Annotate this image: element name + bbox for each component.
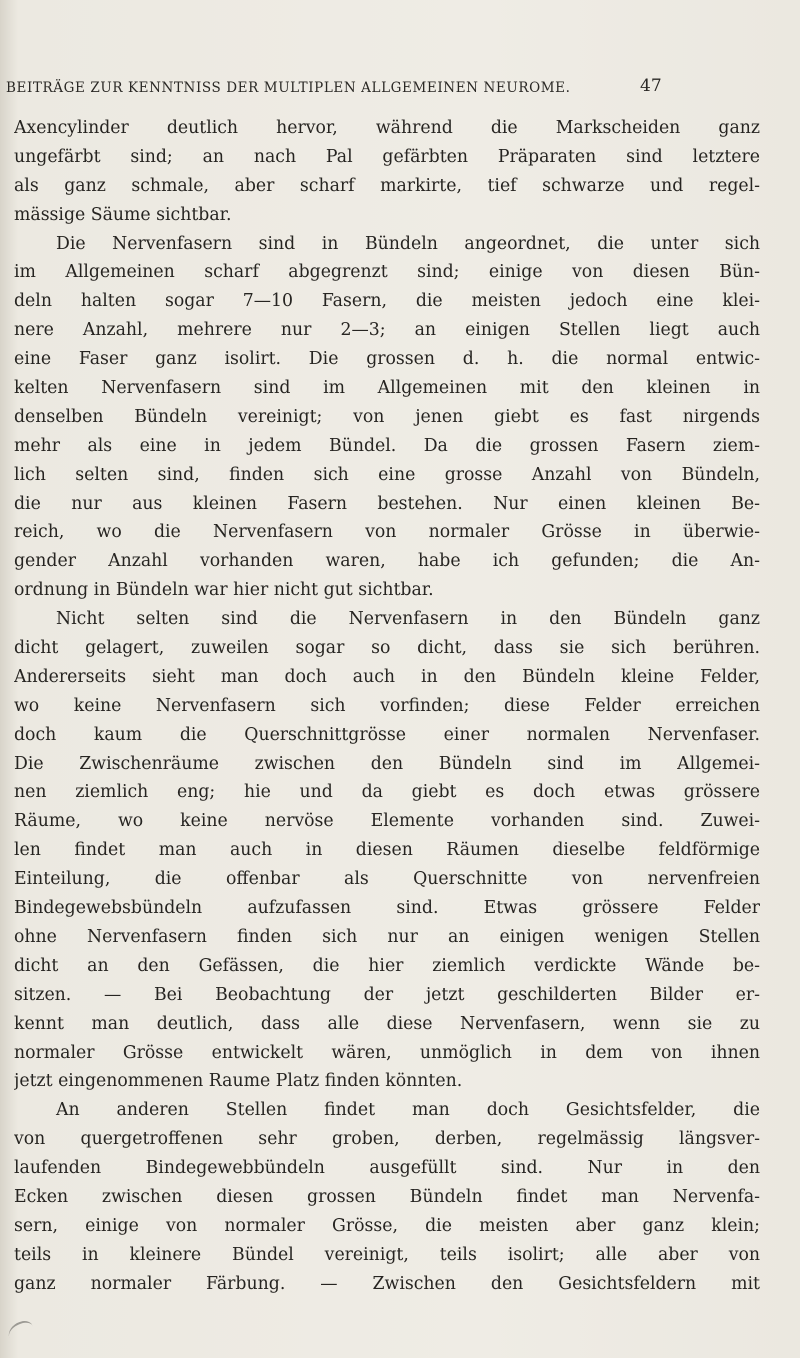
text-line: ohne Nervenfasern finden sich nur an einigen wenigen Stellen — [14, 926, 760, 947]
text-line: mässige Säume sichtbar. — [14, 204, 232, 225]
text-line: lich selten sind, finden sich eine grosse Anzahl von Bündeln, — [14, 464, 760, 485]
text-line: doch kaum die Querschnittgrösse einer normalen Nervenfaser. — [14, 724, 760, 745]
page-number: 47 — [640, 76, 662, 96]
running-header — [6, 76, 666, 96]
text-line: denselben Bündeln vereinigt; von jenen giebt es fast nirgends — [14, 406, 760, 427]
text-line: gender Anzahl vorhanden waren, habe ich gefunden; die An- — [14, 551, 760, 572]
pencil-mark — [6, 1318, 37, 1345]
text-line: Einteilung, die offenbar als Querschnitte von nervenfreien — [14, 869, 760, 890]
text-line: Axencylinder deutlich hervor, während die Markscheiden ganz — [14, 118, 760, 138]
text-line: An anderen Stellen findet man doch Gesichtsfelder, die — [56, 1100, 760, 1121]
text-line: Räume, wo keine nervöse Elemente vorhanden sind. Zuwei- — [14, 811, 760, 832]
text-line: Die Nervenfasern sind in Bündeln angeordnet, die unter sich — [56, 233, 760, 254]
text-line: im Allgemeinen scharf abgegrenzt sind; einige von diesen Bün- — [14, 262, 760, 283]
text-line: laufenden Bindegewebbündeln ausgefüllt sind. Nur in den — [14, 1158, 760, 1179]
body-text — [14, 114, 760, 1299]
text-line: Ecken zwischen diesen grossen Bündeln findet man Nervenfa- — [14, 1186, 760, 1207]
text-line: Nicht selten sind die Nervenfasern in den Bündeln ganz — [56, 609, 760, 630]
text-line: eine Faser ganz isolirt. Die grossen d. h. die normal entwic- — [14, 349, 760, 370]
text-line: dicht gelagert, zuweilen sogar so dicht, dass sie sich berühren. — [14, 638, 760, 659]
text-line: Die Zwischenräume zwischen den Bündeln sind im Allgemei- — [14, 753, 760, 774]
text-line: sitzen. — Bei Beobachtung der jetzt geschilderten Bilder er- — [14, 984, 760, 1005]
text-line: wo keine Nervenfasern sich vorfinden; diese Felder erreichen — [14, 695, 760, 716]
text-line: als ganz schmale, aber scharf markirte, tief schwarze und regel- — [14, 175, 760, 196]
text-line: die nur aus kleinen Fasern bestehen. Nur einen kleinen Be- — [14, 493, 760, 514]
text-line: deln halten sogar 7—10 Fasern, die meisten jedoch eine klei- — [14, 291, 760, 312]
text-line: ordnung in Bündeln war hier nicht gut sichtbar. — [14, 580, 434, 601]
text-line: teils in kleinere Bündel vereinigt, teils isolirt; alle aber von — [14, 1244, 760, 1265]
text-line: mehr als eine in jedem Bündel. Da die grossen Fasern ziem- — [14, 435, 760, 456]
text-line: nere Anzahl, mehrere nur 2—3; an einigen Stellen liegt auch — [14, 320, 760, 341]
text-line: reich, wo die Nervenfasern von normaler Grösse in überwie- — [14, 522, 760, 543]
text-line: ungefärbt sind; an nach Pal gefärbten Präparaten sind letztere — [14, 146, 760, 167]
text-line: Andererseits sieht man doch auch in den Bündeln kleine Felder, — [14, 666, 760, 687]
text-line: normaler Grösse entwickelt wären, unmöglich in dem von ihnen — [14, 1042, 760, 1063]
text-line: len findet man auch in diesen Räumen dieselbe feldförmige — [14, 840, 760, 861]
text-line: jetzt eingenommenen Raume Platz finden könnten. — [14, 1071, 463, 1092]
text-line: ganz normaler Färbung. — Zwischen den Gesichtsfeldern mit — [14, 1273, 760, 1294]
text-line: von quergetroffenen sehr groben, derben, regelmässig längsver- — [14, 1129, 760, 1150]
running-title: BEITRÄGE ZUR KENNTNISS DER MULTIPLEN ALLGEMEINEN NEUROME. — [6, 80, 571, 96]
text-line: kelten Nervenfasern sind im Allgemeinen mit den kleinen in — [14, 378, 760, 399]
text-line: Bindegewebsbündeln aufzufassen sind. Etwas grössere Felder — [14, 898, 760, 919]
text-line: dicht an den Gefässen, die hier ziemlich verdickte Wände be- — [14, 955, 760, 976]
text-line: sern, einige von normaler Grösse, die meisten aber ganz klein; — [14, 1215, 760, 1236]
text-line: kennt man deutlich, dass alle diese Nervenfasern, wenn sie zu — [14, 1013, 760, 1034]
text-line: nen ziemlich eng; hie und da giebt es doch etwas grössere — [14, 782, 760, 803]
